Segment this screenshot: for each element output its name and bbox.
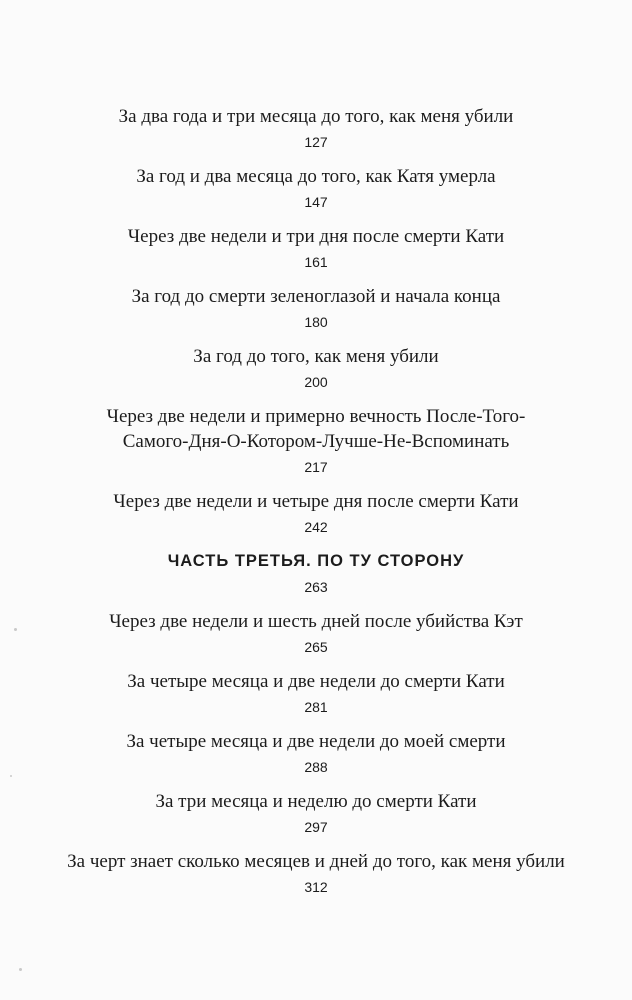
toc-entry-page-number: 161 [304, 254, 328, 270]
toc-entry-page-number: 217 [304, 459, 328, 475]
toc-entry-page-number: 297 [304, 819, 328, 835]
toc-entry-title: За год до того, как меня убили [193, 346, 439, 367]
toc-entry-page-number: 127 [304, 134, 328, 150]
toc-entry[interactable] [0, 224, 632, 273]
toc-entry[interactable] [0, 284, 632, 333]
toc-entry[interactable] [0, 489, 632, 538]
toc-entry-page-number: 263 [304, 579, 328, 595]
toc-entry-page-number: 288 [304, 759, 328, 775]
toc-entry-page-number: 242 [304, 519, 328, 535]
toc-entry[interactable] [0, 104, 632, 153]
toc-entry[interactable] [0, 344, 632, 393]
toc-part-heading[interactable] [0, 549, 632, 598]
toc-entry-page-number: 265 [304, 639, 328, 655]
toc-entry[interactable] [0, 789, 632, 838]
toc-entry-title: За четыре месяца и две недели до моей смерти [126, 731, 506, 752]
part-title: ЧАСТЬ ТРЕТЬЯ. ПО ТУ СТОРОНУ [167, 552, 465, 570]
toc-entry-page-number: 200 [304, 374, 328, 390]
toc-entry[interactable] [0, 849, 632, 898]
table-of-contents [0, 104, 632, 909]
paper-speck [19, 968, 22, 971]
toc-entry-title: Через две недели и четыре дня после смерти Кати [113, 491, 519, 512]
toc-entry-page-number: 147 [304, 194, 328, 210]
toc-entry-title: За черт знает сколько месяцев и дней до того, как меня убили [67, 851, 565, 872]
toc-entry-title: Через две недели и шесть дней после убийства Кэт [109, 611, 523, 632]
toc-entry[interactable] [0, 729, 632, 778]
toc-entry[interactable] [0, 609, 632, 658]
toc-entry-title: За два года и три месяца до того, как меня убили [118, 106, 514, 127]
toc-entry-page-number: 180 [304, 314, 328, 330]
toc-entry[interactable] [0, 669, 632, 718]
toc-entry[interactable] [0, 404, 632, 478]
toc-entry-page-number: 312 [304, 879, 328, 895]
toc-entry[interactable] [0, 164, 632, 213]
toc-entry-page-number: 281 [304, 699, 328, 715]
toc-entry-title: За год и два месяца до того, как Катя умерла [136, 166, 496, 187]
toc-entry-title: За четыре месяца и две недели до смерти Кати [127, 671, 505, 692]
toc-entry-title: Через две недели и примерно вечность После-Того-Самого-Дня-О-Котором-Лучше-Не-Вспоминать [106, 406, 526, 452]
toc-entry-title: За три месяца и неделю до смерти Кати [155, 791, 477, 812]
toc-entry-title: Через две недели и три дня после смерти Кати [127, 226, 505, 247]
toc-entry-title: За год до смерти зеленоглазой и начала конца [131, 286, 501, 307]
